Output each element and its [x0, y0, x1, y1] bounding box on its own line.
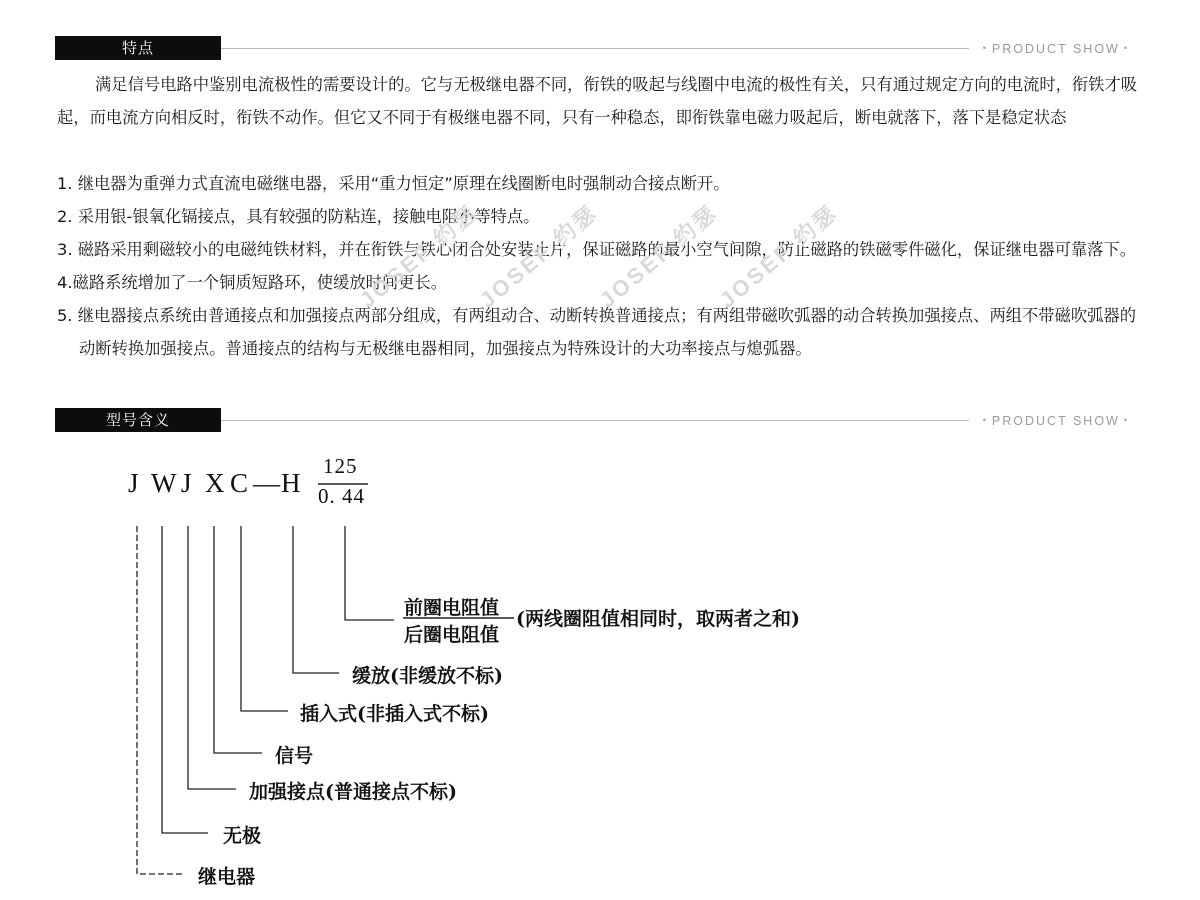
feature-item: 5. 继电器接点系统由普通接点和加强接点两部分组成，有两组动合、动断转换普通接点；有两组带磁吹弧器的动合转换加强接点、两组不带磁吹弧器的动断转换加强接点。普通接点的结构与无极继电器相同，加强接点为特殊设计的大功率接点与熄弧器。 — [57, 306, 1136, 358]
product-show-label: PRODUCT SHOW — [991, 42, 1120, 56]
feature-list — [57, 167, 1147, 365]
watermark: JOSEF 约瑟 — [474, 199, 603, 313]
label-relay: 继电器 — [198, 866, 256, 888]
code-letter-c: C — [230, 468, 249, 498]
section-title-features: 特点 — [55, 36, 221, 60]
label-slow-release: 缓放(非缓放不标) — [352, 665, 503, 687]
code-letter-j2: J — [181, 468, 192, 498]
watermark: JOSEF 约瑟 — [354, 199, 483, 313]
section-subtitle-en: • PRODUCT SHOW • — [969, 39, 1145, 58]
feature-item: 1. 继电器为重弹力式直流电磁继电器，采用“重力恒定”原理在线圈断电时强制动合接点断开。 — [57, 174, 730, 193]
feature-item: 3. 磁路采用剩磁较小的电磁纯铁材料，并在衔铁与铁心闭合处安装止片，保证磁路的最小空气间隙，防止磁路的铁磁零件磁化，保证继电器可靠落下。 — [57, 240, 1136, 259]
label-reinforced-contact: 加强接点(普通接点不标) — [249, 781, 457, 803]
code-letter-dash: — — [253, 468, 280, 498]
feature-item: 4.磁路系统增加了一个铜质短路环，使缓放时间更长。 — [57, 273, 448, 292]
product-show-label: PRODUCT SHOW — [991, 414, 1120, 428]
section-header-model — [55, 408, 1145, 432]
label-plug-in: 插入式(非插入式不标) — [300, 703, 489, 725]
section-subtitle-en: • PRODUCT SHOW • — [969, 411, 1145, 430]
diagram-leader-lines — [0, 440, 1200, 900]
code-denominator: 0. 44 — [318, 484, 365, 508]
intro-paragraph: 满足信号电路中鉴别电流极性的需要设计的。它与无极继电器不同，衔铁的吸起与线圈中电流的极性有关，只有通过规定方向的电流时，衔铁才吸起，而电流方向相反时，衔铁不动作。但它又不同于有极继电器不同，只有一种稳态，即衔铁靠电磁力吸起后，断电就落下，落下是稳定状态 — [57, 75, 1138, 127]
rear-resistance-label: 后圈电阻值 — [404, 624, 500, 646]
code-letter-x: X — [205, 468, 225, 498]
label-non-polar: 无极 — [223, 825, 262, 847]
code-numerator: 125 — [323, 454, 358, 478]
section-header-features — [55, 36, 1145, 60]
code-letter-w: W — [151, 468, 177, 498]
resistance-note: (两线圈阻值相同时，取两者之和) — [516, 608, 800, 630]
section-title-model: 型号含义 — [55, 408, 221, 432]
watermark: JOSEF 约瑟 — [594, 199, 723, 313]
code-letter-h: H — [281, 468, 301, 498]
front-resistance-label: 前圈电阻值 — [404, 597, 500, 619]
feature-item: 2. 采用银-银氧化镉接点，具有较强的防粘连，接触电阻小等特点。 — [57, 207, 540, 226]
label-signal: 信号 — [275, 745, 314, 767]
model-code-diagram — [0, 440, 1200, 900]
watermark: JOSEF 约瑟 — [714, 199, 843, 313]
code-letter-j: J — [128, 468, 139, 498]
